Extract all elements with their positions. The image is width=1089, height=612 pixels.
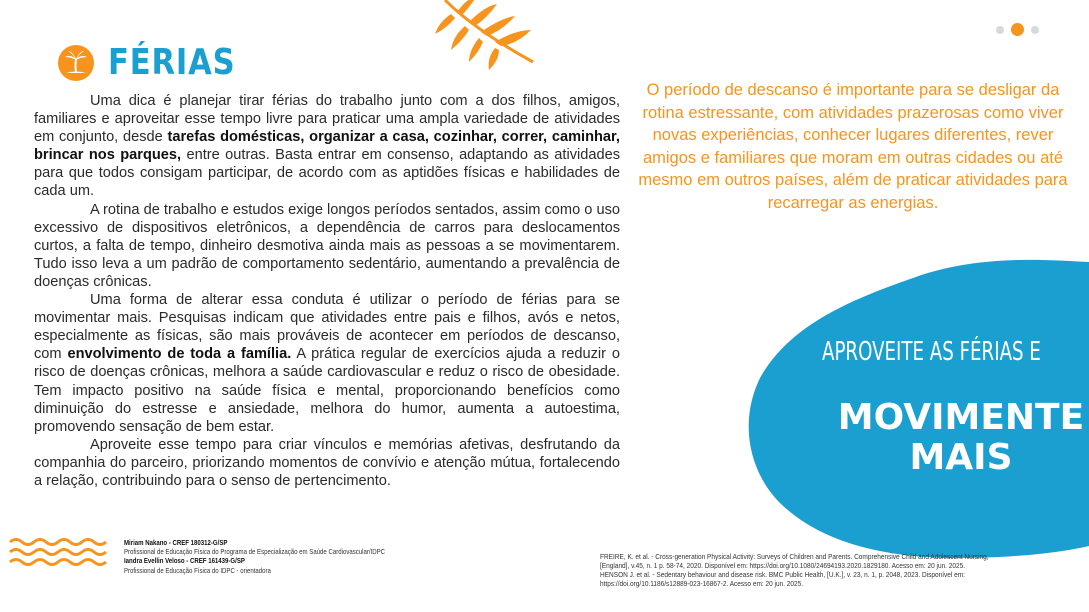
palm-tree-sun-icon (58, 45, 94, 81)
cta-line-2: MOVIMENTE (837, 397, 1085, 438)
author-name: Miriam Nakano - CREF 180312-G/SP (124, 538, 228, 547)
highlighted-family: envolvimento de toda a família. (67, 346, 292, 363)
author-role: Profissional de Educação Física do Programa de Especialização em Saúde Cardiovascular/IDPC (124, 547, 386, 557)
paragraph-4: Aproveite esse tempo para criar vínculos e memórias afetivas, desfrutando da companhia do parceiro, priorizando momentos de convívio e atenção mútua, fortalecendo a relação, contribuindo para o senso de pertencimento. (34, 436, 620, 489)
highlighted-activities: tarefas domésticas, organizar a casa, cozinhar, correr, caminhar, brincar nos parques, (34, 129, 620, 164)
paragraph-1: Uma dica é planejar tirar férias do trabalho junto com a dos filhos, amigos, familiares e aproveitar esse tempo livre para praticar uma ampla variedade de atividades em conjunto, desde tarefas domésticas, organizar a casa, cozinhar, correr, caminhar, brincar nos parques, entre outras. Basta entrar em consenso, adaptando as atividades para que todos consigam participar, de acordo com as aptidões físicas e habilidades de cada um. (34, 93, 620, 200)
reference-item: FREIRE, K. et al. - Cross-generation Physical Activity: Surveys of Children and Parents. Comprehensive Child and Adolescent Nursing, [England], v.45, n. 1 p. 58-74, 2020. Disponível em: https://doi.org/10.1080/24694193.2020.1829180. Acesso em: 20 jun. 2025. (600, 552, 989, 571)
carousel-dot[interactable] (1031, 26, 1039, 34)
author-role: Profissional de Educação Física do IDPC - orientadora (124, 565, 271, 575)
carousel-dot-active[interactable] (1011, 23, 1024, 36)
cta-line-1: APROVEITE AS FÉRIAS E (822, 337, 1041, 367)
cta-line-3: MAIS (909, 437, 1013, 478)
references-block (600, 552, 1005, 588)
waves-icon (8, 536, 110, 568)
palm-leaf-icon (415, 0, 545, 72)
page-title: FÉRIAS (108, 42, 236, 83)
article-body (34, 92, 620, 490)
reference-item: HENSON J. et al. - Sedentary behaviour and disease risk. BMC Public Health, [U.K.], v. 23, n. 1, p. 2048, 2023. Disponível em: https://doi.org/10.1186/s12889-023-16867-2. Acesso em: 20 jun. 2025. (600, 570, 965, 589)
paragraph-2: A rotina de trabalho e estudos exige longos períodos sentados, assim como o uso excessivo de dispositivos eletrônicos, a dependência de carros para deslocamentos curtos, a falta de tempo, dinheiro desmotiva ainda mais as pessoas a se movimentarem. Tudo isso leva a um padrão de comportamento sedentário, aumentando a prevalência de doenças crônicas. (34, 201, 620, 290)
carousel-dot[interactable] (996, 26, 1004, 34)
authors-block (124, 538, 385, 575)
paragraph-3: Uma forma de alterar essa conduta é utilizar o período de férias para se movimentar mais. Pesquisas indicam que atividades entre pais e filhos, avós e netos, especialmente as físicas, são mais prováveis de acontecer em períodos de descanso, com envolvimento de toda a família. A prática regular de exercícios ajuda a reduzir o risco de doenças crônicas, melhora a saúde cardiovascular e reduz o risco de obesidade. Tem impacto positivo na saúde física e mental, proporcionando benefícios como diminuição do estresse e ansiedade, melhora do humor, aumenta a autoestima, promovendo sensação de bem estar. (34, 292, 621, 435)
author-name: Iandra Evellin Veloso - CREF 161439-G/SP (124, 556, 245, 566)
carousel-indicator (996, 23, 1039, 36)
pull-quote: O período de descanso é importante para se desligar da rotina estressante, com atividades prazerosas como viver novas experiências, conhecer lugares diferentes, rever amigos e familiares que moram em outras cidades ou até mesmo em outros países, além de praticar atividades para recarregar as energias. (638, 81, 1068, 212)
page-header (58, 42, 258, 83)
cta-headline (820, 398, 1089, 478)
